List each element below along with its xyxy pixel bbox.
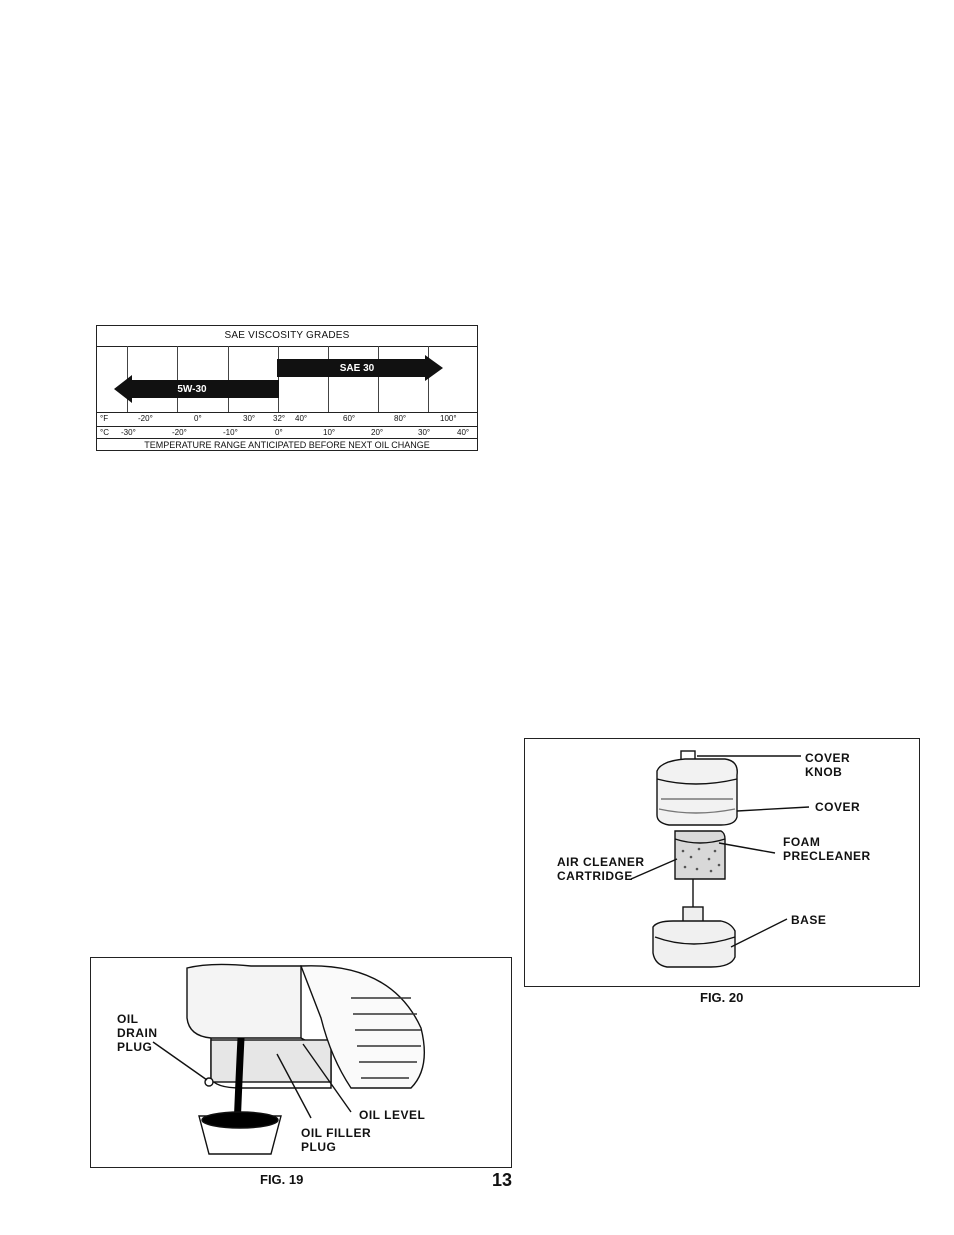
f-tick: -20° [138,414,153,423]
fig20-frame [524,738,920,987]
celsius-unit: °C [100,428,109,437]
label-cover-knob: COVER KNOB [805,751,851,779]
f-tick: 32° [273,414,286,423]
f-tick: 30° [243,414,256,423]
label-oil-level: OIL LEVEL [359,1108,426,1122]
f-tick: 80° [394,414,407,423]
c-tick: -10° [223,428,238,437]
5w30-label: 5W-30 [177,383,207,395]
c-tick: 0° [275,428,283,437]
f-tick: 0° [194,414,202,423]
f-tick: 40° [295,414,308,423]
fig19-caption: FIG. 19 [260,1172,304,1187]
page-number: 13 [492,1170,513,1190]
label-oil-filler-plug: OIL FILLER PLUG [301,1126,372,1154]
label-air-cleaner-cartridge: AIR CLEANER CARTRIDGE [557,855,645,883]
sae30-label: SAE 30 [339,362,375,374]
fig19-frame [90,957,512,1168]
c-tick: 40° [457,428,470,437]
fig20-caption: FIG. 20 [700,990,744,1005]
c-tick: 10° [323,428,336,437]
chart-grid [97,346,477,412]
label-cover: COVER [815,800,861,814]
sae-viscosity-chart [96,325,478,451]
label-foam-precleaner: FOAM PRECLEANER [783,835,871,863]
c-tick: 30° [418,428,431,437]
fahrenheit-row [97,412,477,427]
f-tick: 60° [343,414,356,423]
c-tick: 20° [371,428,384,437]
label-base: BASE [791,913,827,927]
chart-footer: TEMPERATURE RANGE ANTICIPATED BEFORE NEXT OIL CHANGE [97,438,477,452]
chart-title: SAE VISCOSITY GRADES [97,326,477,347]
f-tick: 100° [440,414,457,423]
fahrenheit-unit: °F [100,414,109,423]
c-tick: -30° [121,428,136,437]
c-tick: -20° [172,428,187,437]
label-oil-drain-plug: OIL DRAIN PLUG [117,1012,158,1054]
